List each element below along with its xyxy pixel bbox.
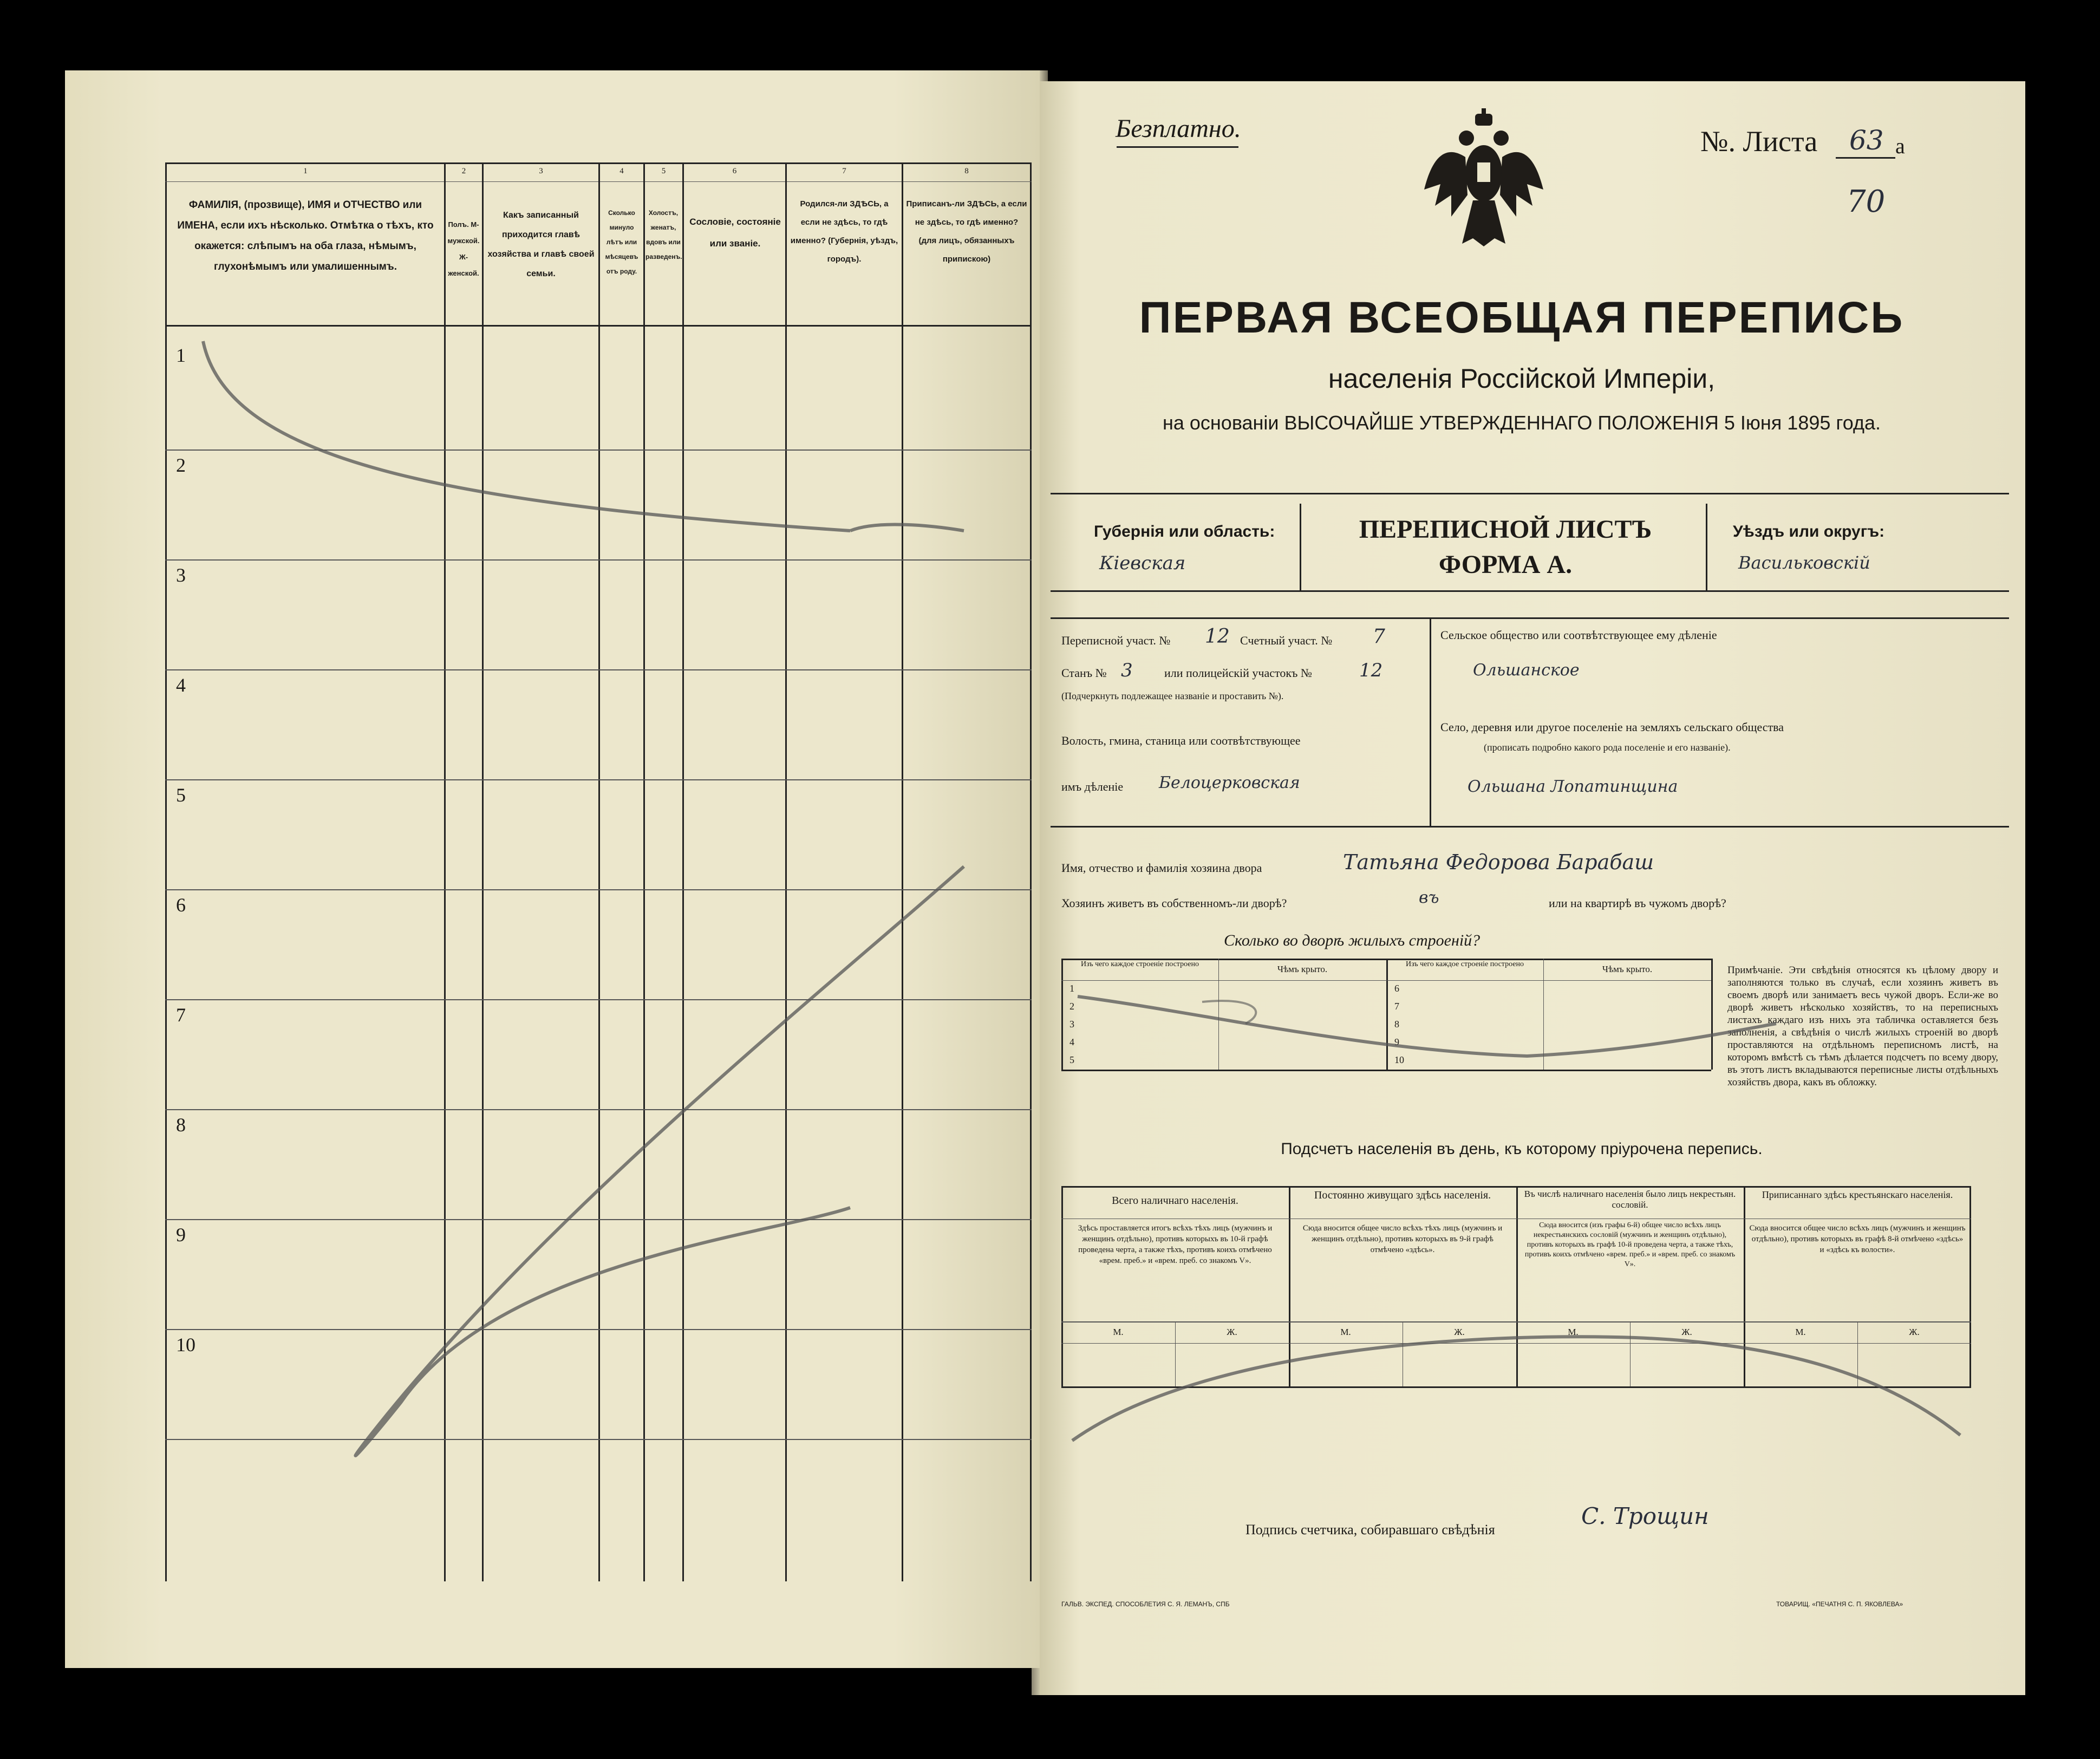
tally-header-peasant: Приписаннаго здѣсь крестьянскаго населенія. xyxy=(1762,1189,1953,1200)
tally-sex-f-4: Ж. xyxy=(1909,1327,1920,1337)
police-label: или полицейскій участокъ № xyxy=(1164,666,1312,680)
tally-desc-nonpeasant: Сюда вносится (изъ графы 6-й) общее число всѣхъ лицъ некрестьянскихъ сословій (мужчинъ и женщинъ отдѣльно), противъ которыхъ въ графѣ 10-й проведена черта, а также тѣхъ, противъ коихъ отмѣчено «врем. преб.» и «врем. преб. со знакомъ V». xyxy=(1524,1221,1736,1268)
lives-label: Хозяинъ живетъ въ собственномъ-ли дворѣ? xyxy=(1061,896,1287,910)
uezd-value: Васильковскій xyxy=(1738,552,1870,573)
column-number-2: 2 xyxy=(461,167,466,175)
sheet-note-value: 70 xyxy=(1847,184,1886,219)
lives-value: въ xyxy=(1419,888,1439,907)
row-number-4: 4 xyxy=(176,674,186,696)
buildings-row-3: 3 xyxy=(1069,1019,1074,1030)
sheet-number-suffix: а xyxy=(1895,134,1905,158)
right-page xyxy=(1040,81,2025,1695)
printer-right: ТОВАРИЩ. «ПЕЧАТНЯ С. П. ЯКОВЛЕВА» xyxy=(1776,1600,1903,1608)
tally-desc-present: Здѣсь проставляется итогъ всѣхъ тѣхъ лицъ (мужчинъ и женщинъ отдѣльно), противъ которыхъ въ 10-й графѣ проведена черта, а также тѣхъ, противъ коихъ отмѣчено «врем. преб.» и «врем. преб. со знакомъ V». xyxy=(1078,1224,1273,1265)
tally-sex-f-3: Ж. xyxy=(1681,1327,1692,1337)
buildings-note: Примѣчаніе. Эти свѣдѣнія относятся къ цѣлому двору и заполняются только въ случаѣ, если хозяинъ живетъ въ своемъ дворѣ или занимаетъ весь чужой дворъ. Если-же во дворѣ живетъ нѣсколько хозяйствъ, то на переписныхъ листахъ каждаго изъ нихъ эта табличка оставляется безъ заполненія, а свѣдѣнія о числѣ жилыхъ строеній во дворѣ проставляются на отдѣльномъ переписномъ листѣ, на которомъ вмѣстѣ съ тѣмъ дѣлается подсчетъ по всему двору, въ этотъ листъ вкладываются переписные листы отдѣльныхъ хозяйствъ двора, какъ въ обложку. xyxy=(1727,965,1998,1088)
header-marital: Холостъ, женатъ, вдовъ или разведенъ. xyxy=(645,209,682,260)
pencil-cancel-stroke xyxy=(65,70,1040,1668)
tally-header-nonpeasant: Въ числѣ наличнаго населенія было лицъ некрестьян. сословій. xyxy=(1524,1189,1736,1210)
buildings-row-2: 2 xyxy=(1069,1001,1074,1012)
header-age: Сколько минуло лѣтъ или мѣсяцевъ отъ роду. xyxy=(605,209,638,275)
tally-sex-f-1: Ж. xyxy=(1227,1327,1237,1337)
signature-value: С. Трощин xyxy=(1581,1503,1709,1529)
tally-desc-resident: Сюда вносится общее число всѣхъ тѣхъ лицъ (мужчинъ и женщинъ отдѣльно), противъ которыхъ въ 9-й графѣ отмѣчено «здѣсь». xyxy=(1302,1224,1503,1254)
village-label: Село, деревня или другое поселеніе на земляхъ сельскаго общества xyxy=(1440,720,1784,734)
buildings-row-1: 1 xyxy=(1069,983,1074,994)
census-district-value: 12 xyxy=(1205,626,1230,648)
column-number-8: 8 xyxy=(964,167,969,175)
row-number-6: 6 xyxy=(176,894,186,916)
sheet-number-value: 63 xyxy=(1849,125,1884,156)
counting-district-label: Счетный участ. № xyxy=(1240,634,1333,647)
tally-header-present: Всего наличнаго населенія. xyxy=(1112,1195,1238,1207)
tally-sex-m-3: М. xyxy=(1568,1327,1579,1337)
census-subtitle: населенія Россійской Имперіи, xyxy=(1328,363,1716,394)
row-number-10: 10 xyxy=(176,1334,195,1356)
census-title: ПЕРВАЯ ВСЕОБЩАЯ ПЕРЕПИСЬ xyxy=(1139,293,1905,342)
stan-label: Станъ № xyxy=(1061,666,1107,680)
header-estate: Сословіе, состояніе или званіе. xyxy=(689,217,781,249)
buildings-header-material-2: Изъ чего каждое строеніе построено xyxy=(1406,960,1524,968)
gubernia-label: Губернія или область: xyxy=(1094,523,1275,540)
buildings-row-5: 5 xyxy=(1069,1054,1074,1065)
owner-label: Имя, отчество и фамилія хозяина двора xyxy=(1061,861,1262,875)
buildings-row-7: 7 xyxy=(1394,1001,1399,1012)
header-registration: Приписанъ-ли ЗДѢСЬ, а если не здѣсь, то гдѣ именно? (для лицъ, обязанныхъ припискою) xyxy=(906,199,1027,264)
buildings-header-material: Изъ чего каждое строеніе построено xyxy=(1081,960,1199,968)
tally-sex-m-2: М. xyxy=(1340,1327,1351,1337)
column-number-1: 1 xyxy=(303,167,308,175)
row-number-9: 9 xyxy=(176,1224,186,1246)
buildings-row-9: 9 xyxy=(1394,1037,1399,1047)
buildings-row-10: 10 xyxy=(1394,1054,1404,1065)
tally-sex-m-4: М. xyxy=(1795,1327,1806,1337)
buildings-header-roof: Чѣмъ крыто. xyxy=(1277,964,1328,974)
printer-left: ГАЛЬВ. ЭКСПЕД. СПОСОБЛЕТИЯ С. Я. ЛЕМАНЪ, СПБ xyxy=(1061,1600,1230,1608)
form-subtitle: ФОРМА А. xyxy=(1438,550,1573,579)
tally-title: Подсчетъ населенія въ день, къ которому пріурочена перепись. xyxy=(1281,1140,1763,1158)
stan-note: (Подчеркнуть подлежащее названіе и проставить №). xyxy=(1061,690,1284,701)
society-value: Ольшанское xyxy=(1473,661,1580,680)
village-note: (прописать подробно какого рода поселеніе и его названіе). xyxy=(1484,742,1731,753)
column-number-3: 3 xyxy=(539,167,543,175)
police-value: 12 xyxy=(1359,660,1383,681)
column-number-6: 6 xyxy=(732,167,737,175)
pencil-cancel-strokes xyxy=(1040,81,2025,1695)
stan-value: 3 xyxy=(1121,660,1133,681)
census-basis: на основаніи ВЫСОЧАЙШЕ УТВЕРЖДЕННАГО ПОЛОЖЕНІЯ 5 Іюня 1895 года. xyxy=(1162,412,1881,434)
census-district-label: Переписной участ. № xyxy=(1061,634,1171,647)
buildings-row-4: 4 xyxy=(1069,1037,1074,1047)
volost-label-2: имъ дѣленіе xyxy=(1061,780,1124,793)
counting-district-value: 7 xyxy=(1373,626,1385,648)
tally-desc-peasant: Сюда вносится общее число всѣхъ лицъ (мужчинъ и женщинъ отдѣльно), противъ которыхъ въ графѣ 8-й отмѣчено «здѣсь» и «здѣсь къ волости». xyxy=(1749,1224,1966,1254)
apartment-label: или на квартирѣ въ чужомъ дворѣ? xyxy=(1549,896,1726,910)
row-number-2: 2 xyxy=(176,454,186,476)
header-sex: Полъ. М-мужской. Ж-женской. xyxy=(447,220,480,277)
header-birthplace: Родился-ли ЗДѢСЬ, а если не здѣсь, то гдѣ именно? (Губернія, уѣздъ, городъ). xyxy=(790,199,898,264)
tally-header-resident: Постоянно живущаго здѣсь населенія. xyxy=(1314,1189,1491,1201)
society-label: Сельское общество или соотвѣтствующее ему дѣленіе xyxy=(1440,628,1717,642)
column-number-5: 5 xyxy=(661,167,666,175)
form-title: ПЕРЕПИСНОЙ ЛИСТЪ xyxy=(1359,515,1652,544)
buildings-question: Сколько во дворѣ жилыхъ строеній? xyxy=(1224,931,1481,949)
row-number-5: 5 xyxy=(176,784,186,806)
row-number-3: 3 xyxy=(176,564,186,586)
row-number-1: 1 xyxy=(176,344,186,366)
sheet-number-label: №. Листа xyxy=(1700,125,1818,158)
owner-value: Татьяна Федорова Барабаш xyxy=(1343,850,1654,874)
free-label: Безплатно. xyxy=(1116,114,1241,143)
header-relation: Какъ записанный приходится главѣ хозяйства и главѣ своей семьи. xyxy=(487,211,595,278)
left-page xyxy=(65,70,1040,1668)
village-value: Ольшана Лопатинщина xyxy=(1468,777,1678,796)
volost-label: Волость, гмина, станица или соотвѣтствующее xyxy=(1061,734,1301,747)
signature-label: Подпись счетчика, собиравшаго свѣдѣнія xyxy=(1245,1522,1495,1538)
buildings-row-8: 8 xyxy=(1394,1019,1399,1030)
column-number-7: 7 xyxy=(842,167,846,175)
column-number-4: 4 xyxy=(619,167,624,175)
buildings-row-6: 6 xyxy=(1394,983,1399,994)
volost-value: Белоцерковская xyxy=(1159,773,1300,792)
gubernia-value: Кіевская xyxy=(1099,552,1186,574)
uezd-label: Уѣздъ или округъ: xyxy=(1733,523,1885,540)
tally-sex-m-1: М. xyxy=(1113,1327,1124,1337)
tally-sex-f-2: Ж. xyxy=(1454,1327,1465,1337)
buildings-header-roof-2: Чѣмъ крыто. xyxy=(1602,964,1653,974)
header-name: ФАМИЛІЯ, (прозвище), ИМЯ и ОТЧЕСТВО или ИМЕНА, если ихъ нѣсколько. Отмѣтка о тѣхъ, кто окажется: слѣпымъ на оба глаза, нѣмымъ, глухонѣмымъ или умалишеннымъ. xyxy=(177,199,434,272)
row-number-8: 8 xyxy=(176,1114,186,1136)
row-number-7: 7 xyxy=(176,1004,186,1026)
